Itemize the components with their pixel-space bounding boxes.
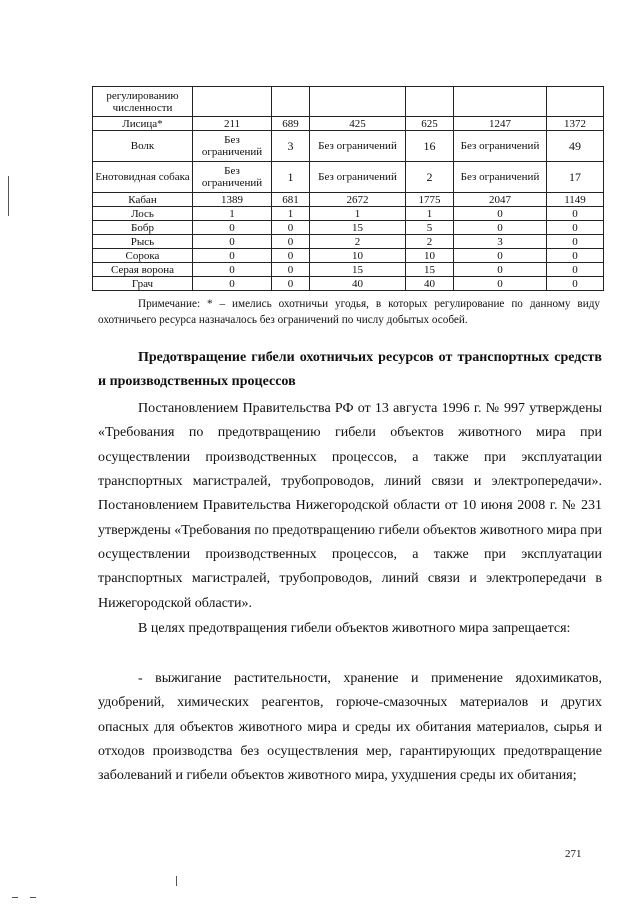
value-cell: 0 bbox=[272, 221, 310, 235]
value-cell: 1 bbox=[193, 207, 272, 221]
value-cell: 0 bbox=[454, 207, 547, 221]
value-cell: 16 bbox=[406, 131, 454, 162]
table-row bbox=[93, 221, 604, 235]
value-cell: 0 bbox=[547, 277, 604, 291]
species-cell: Рысь bbox=[93, 235, 193, 249]
value-cell: 10 bbox=[310, 249, 406, 263]
hunting-resources-table bbox=[92, 86, 604, 291]
value-cell: 0 bbox=[547, 235, 604, 249]
table-row bbox=[93, 249, 604, 263]
species-cell: Грач bbox=[93, 277, 193, 291]
species-cell: Енотовидная собака bbox=[93, 162, 193, 193]
species-cell: Серая ворона bbox=[93, 263, 193, 277]
value-cell: 5 bbox=[406, 221, 454, 235]
scan-margin-mark bbox=[12, 897, 18, 898]
value-cell: 0 bbox=[193, 277, 272, 291]
value-cell: 15 bbox=[310, 263, 406, 277]
species-cell: Лисица* bbox=[93, 117, 193, 131]
value-cell: 0 bbox=[272, 277, 310, 291]
value-cell: 689 bbox=[272, 117, 310, 131]
value-cell: Без ограничений bbox=[454, 162, 547, 193]
value-cell: 0 bbox=[547, 249, 604, 263]
species-cell: Сорока bbox=[93, 249, 193, 263]
value-cell: 40 bbox=[406, 277, 454, 291]
value-cell: 0 bbox=[193, 263, 272, 277]
value-cell: 1372 bbox=[547, 117, 604, 131]
value-cell: 1 bbox=[272, 207, 310, 221]
value-cell: 1 bbox=[406, 207, 454, 221]
value-cell: 15 bbox=[406, 263, 454, 277]
value-cell: 0 bbox=[547, 263, 604, 277]
table-row bbox=[93, 162, 604, 193]
species-cell: Волк bbox=[93, 131, 193, 162]
scan-margin-mark bbox=[176, 876, 177, 886]
table-row bbox=[93, 277, 604, 291]
table-row bbox=[93, 207, 604, 221]
value-cell: Без ограничений bbox=[193, 162, 272, 193]
paragraph-regulations: Постановлением Правительства РФ от 13 августа 1996 г. № 997 утверждены «Требования по предотвращению гибели объектов животного мира при осуществлении производственных процессов, а также при эксплуатации транспортных магистралей, трубопроводов, линий связи и электропередачи». Постановлением Правительства Нижегородской области от 10 июня 2008 г. № 231 утверждены «Требования по предотвращению гибели объектов животного мира при осуществлении производственных процессов, а также при эксплуатации транспортных магистралей, трубопроводов, линий связи и электропередачи в Нижегородской области». bbox=[98, 401, 602, 611]
value-cell: 40 bbox=[310, 277, 406, 291]
value-cell: 1775 bbox=[406, 193, 454, 207]
value-cell: 0 bbox=[454, 277, 547, 291]
value-cell: 10 bbox=[406, 249, 454, 263]
table-row bbox=[93, 193, 604, 207]
value-cell: 0 bbox=[454, 263, 547, 277]
table-row bbox=[93, 131, 604, 162]
value-cell: 1149 bbox=[547, 193, 604, 207]
value-cell: 0 bbox=[454, 249, 547, 263]
table-row bbox=[93, 117, 604, 131]
value-cell: 0 bbox=[193, 235, 272, 249]
value-cell: 3 bbox=[454, 235, 547, 249]
value-cell: Без ограничений bbox=[454, 131, 547, 162]
value-cell: 3 bbox=[272, 131, 310, 162]
scan-margin-mark bbox=[30, 897, 36, 898]
value-cell: Без ограничений bbox=[193, 131, 272, 162]
value-cell: 2672 bbox=[310, 193, 406, 207]
table-header-row bbox=[93, 87, 604, 117]
value-cell: 15 bbox=[310, 221, 406, 235]
paragraph-prohibition-item: - выжигание растительности, хранение и применение ядохимикатов, удобрений, химических реагентов, горюче-смазочных материалов и других опасных для объектов животного мира и среды их обитания материалов, сырья и отходов производства без осуществления мер, гарантирующих предотвращение заболеваний и гибели объектов животного мира, ухудшения среды их обитания; bbox=[98, 671, 602, 784]
section-heading: Предотвращение гибели охотничьих ресурсов от транспортных средств и производственных процессов bbox=[98, 350, 602, 389]
value-cell: 0 bbox=[193, 249, 272, 263]
table-row bbox=[93, 263, 604, 277]
value-cell: 0 bbox=[547, 221, 604, 235]
scan-margin-mark bbox=[8, 176, 9, 216]
value-cell: 0 bbox=[272, 235, 310, 249]
value-cell: 0 bbox=[454, 221, 547, 235]
species-cell: Бобр bbox=[93, 221, 193, 235]
table-header-cell: регулированию численности bbox=[93, 87, 193, 117]
value-cell: 1389 bbox=[193, 193, 272, 207]
value-cell: 1 bbox=[310, 207, 406, 221]
value-cell: 1247 bbox=[454, 117, 547, 131]
value-cell: 681 bbox=[272, 193, 310, 207]
value-cell: 2 bbox=[310, 235, 406, 249]
page-number: 271 bbox=[565, 848, 582, 860]
value-cell: 0 bbox=[193, 221, 272, 235]
table-footnote: Примечание: * – имелись охотничьи угодья, в которых регулирование по данному виду охотничьего ресурса назначалось без ограничений по числу добытых особей. bbox=[98, 298, 600, 326]
value-cell: Без ограничений bbox=[310, 131, 406, 162]
value-cell: 49 bbox=[547, 131, 604, 162]
table-row bbox=[93, 235, 604, 249]
value-cell: 0 bbox=[272, 263, 310, 277]
value-cell: 425 bbox=[310, 117, 406, 131]
value-cell: 0 bbox=[272, 249, 310, 263]
value-cell: 1 bbox=[272, 162, 310, 193]
value-cell: 2 bbox=[406, 235, 454, 249]
value-cell: 211 bbox=[193, 117, 272, 131]
species-cell: Кабан bbox=[93, 193, 193, 207]
value-cell: 625 bbox=[406, 117, 454, 131]
value-cell: 2 bbox=[406, 162, 454, 193]
value-cell: 17 bbox=[547, 162, 604, 193]
paragraph-prohibitions-intro: В целях предотвращения гибели объектов животного мира запрещается: bbox=[138, 621, 571, 636]
value-cell: Без ограничений bbox=[310, 162, 406, 193]
value-cell: 2047 bbox=[454, 193, 547, 207]
species-cell: Лось bbox=[93, 207, 193, 221]
value-cell: 0 bbox=[547, 207, 604, 221]
